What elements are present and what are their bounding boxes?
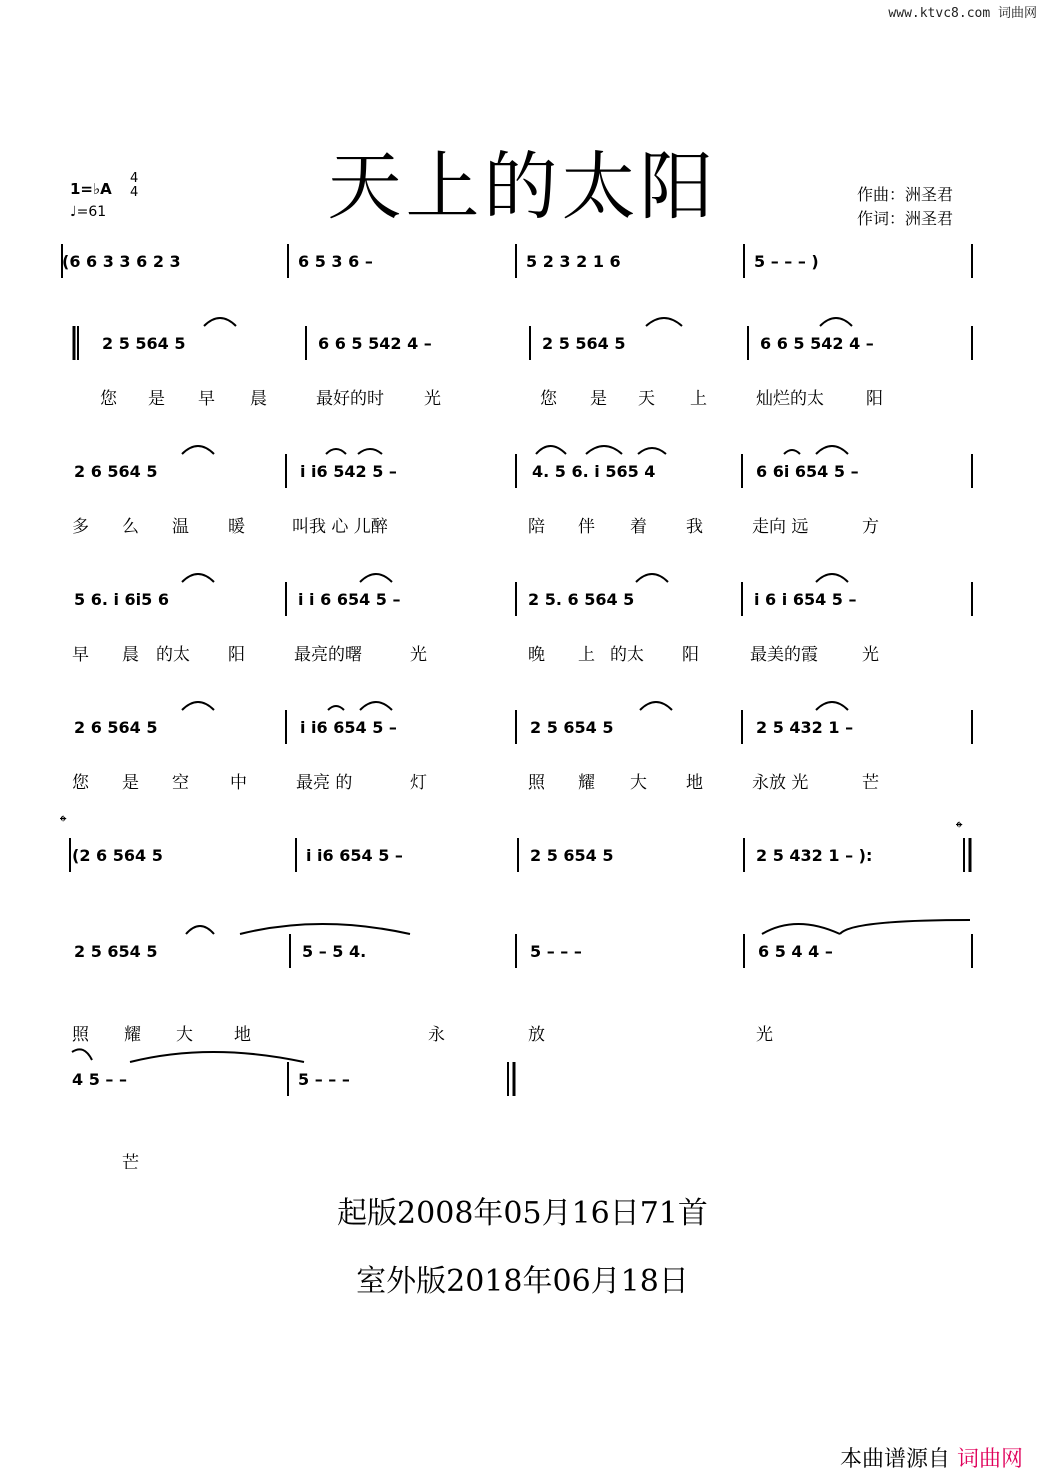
measure: (6 6 3 3 6 2 3 (62, 252, 181, 271)
measure: 5 – – – (298, 1070, 350, 1089)
measure: 6 6i 654 5 – (756, 462, 859, 481)
measure: i 6 i 654 5 – (754, 590, 857, 609)
measure: 6 6 5 542 4 – (760, 334, 874, 353)
measure: 4 5 – – (72, 1070, 127, 1089)
measure: i i6 542 5 – (300, 462, 397, 481)
measure: 6 5 4 4 – (758, 942, 833, 961)
measure: 6 6 5 542 4 – (318, 334, 432, 353)
tempo-marking: ♩=61 (70, 204, 107, 220)
measure: 2 5 432 1 – ): (756, 846, 873, 865)
measure: 5 2 3 2 1 6 (526, 252, 621, 271)
measure: i i6 654 5 – (306, 846, 403, 865)
measure: 2 5 654 5 (74, 942, 158, 961)
measure: 2 5 432 1 – (756, 718, 854, 737)
composer-credit: 作曲：洲圣君 (857, 185, 954, 204)
measure: (2 6 564 5 (72, 846, 163, 865)
key-signature: 1=♭A (70, 180, 112, 198)
footer-edition-line-2: 室外版2018年06月18日 (356, 1264, 689, 1299)
measure: i i6 654 5 – (300, 718, 397, 737)
measure: 2 6 564 5 (74, 718, 158, 737)
measure: 5 – – – (530, 942, 582, 961)
measure: 5 – 5 4. (302, 942, 367, 961)
measure: 4. 5 6. i 565 4 (532, 462, 656, 481)
footer-edition-line-1: 起版2008年05月16日71首 (337, 1196, 708, 1231)
measure: 5 – – – ) (754, 252, 819, 271)
song-title: 天上的太阳 (327, 144, 718, 230)
coda-sign: 𝄌 (60, 812, 67, 833)
measure: i i 6 654 5 – (298, 590, 401, 609)
measure: 2 5 564 5 (542, 334, 626, 353)
measure: 5 6. i 6i5 6 (74, 590, 169, 609)
measure: 2 5 564 5 (102, 334, 186, 353)
measure: 2 6 564 5 (74, 462, 158, 481)
lyricist-credit: 作词：洲圣君 (857, 209, 954, 228)
site-watermark: www.ktvc8.com 词曲网 (888, 6, 1037, 21)
coda-sign: 𝄌 (956, 818, 963, 839)
source-watermark: 本曲谱源自 词曲网 (839, 1447, 1023, 1472)
measure: 2 5. 6 564 5 (528, 590, 635, 609)
measure: 6 5 3 6 – (298, 252, 373, 271)
measure: 2 5 654 5 (530, 718, 614, 737)
time-signature: 4 4 (130, 171, 139, 200)
measure: 2 5 654 5 (530, 846, 614, 865)
